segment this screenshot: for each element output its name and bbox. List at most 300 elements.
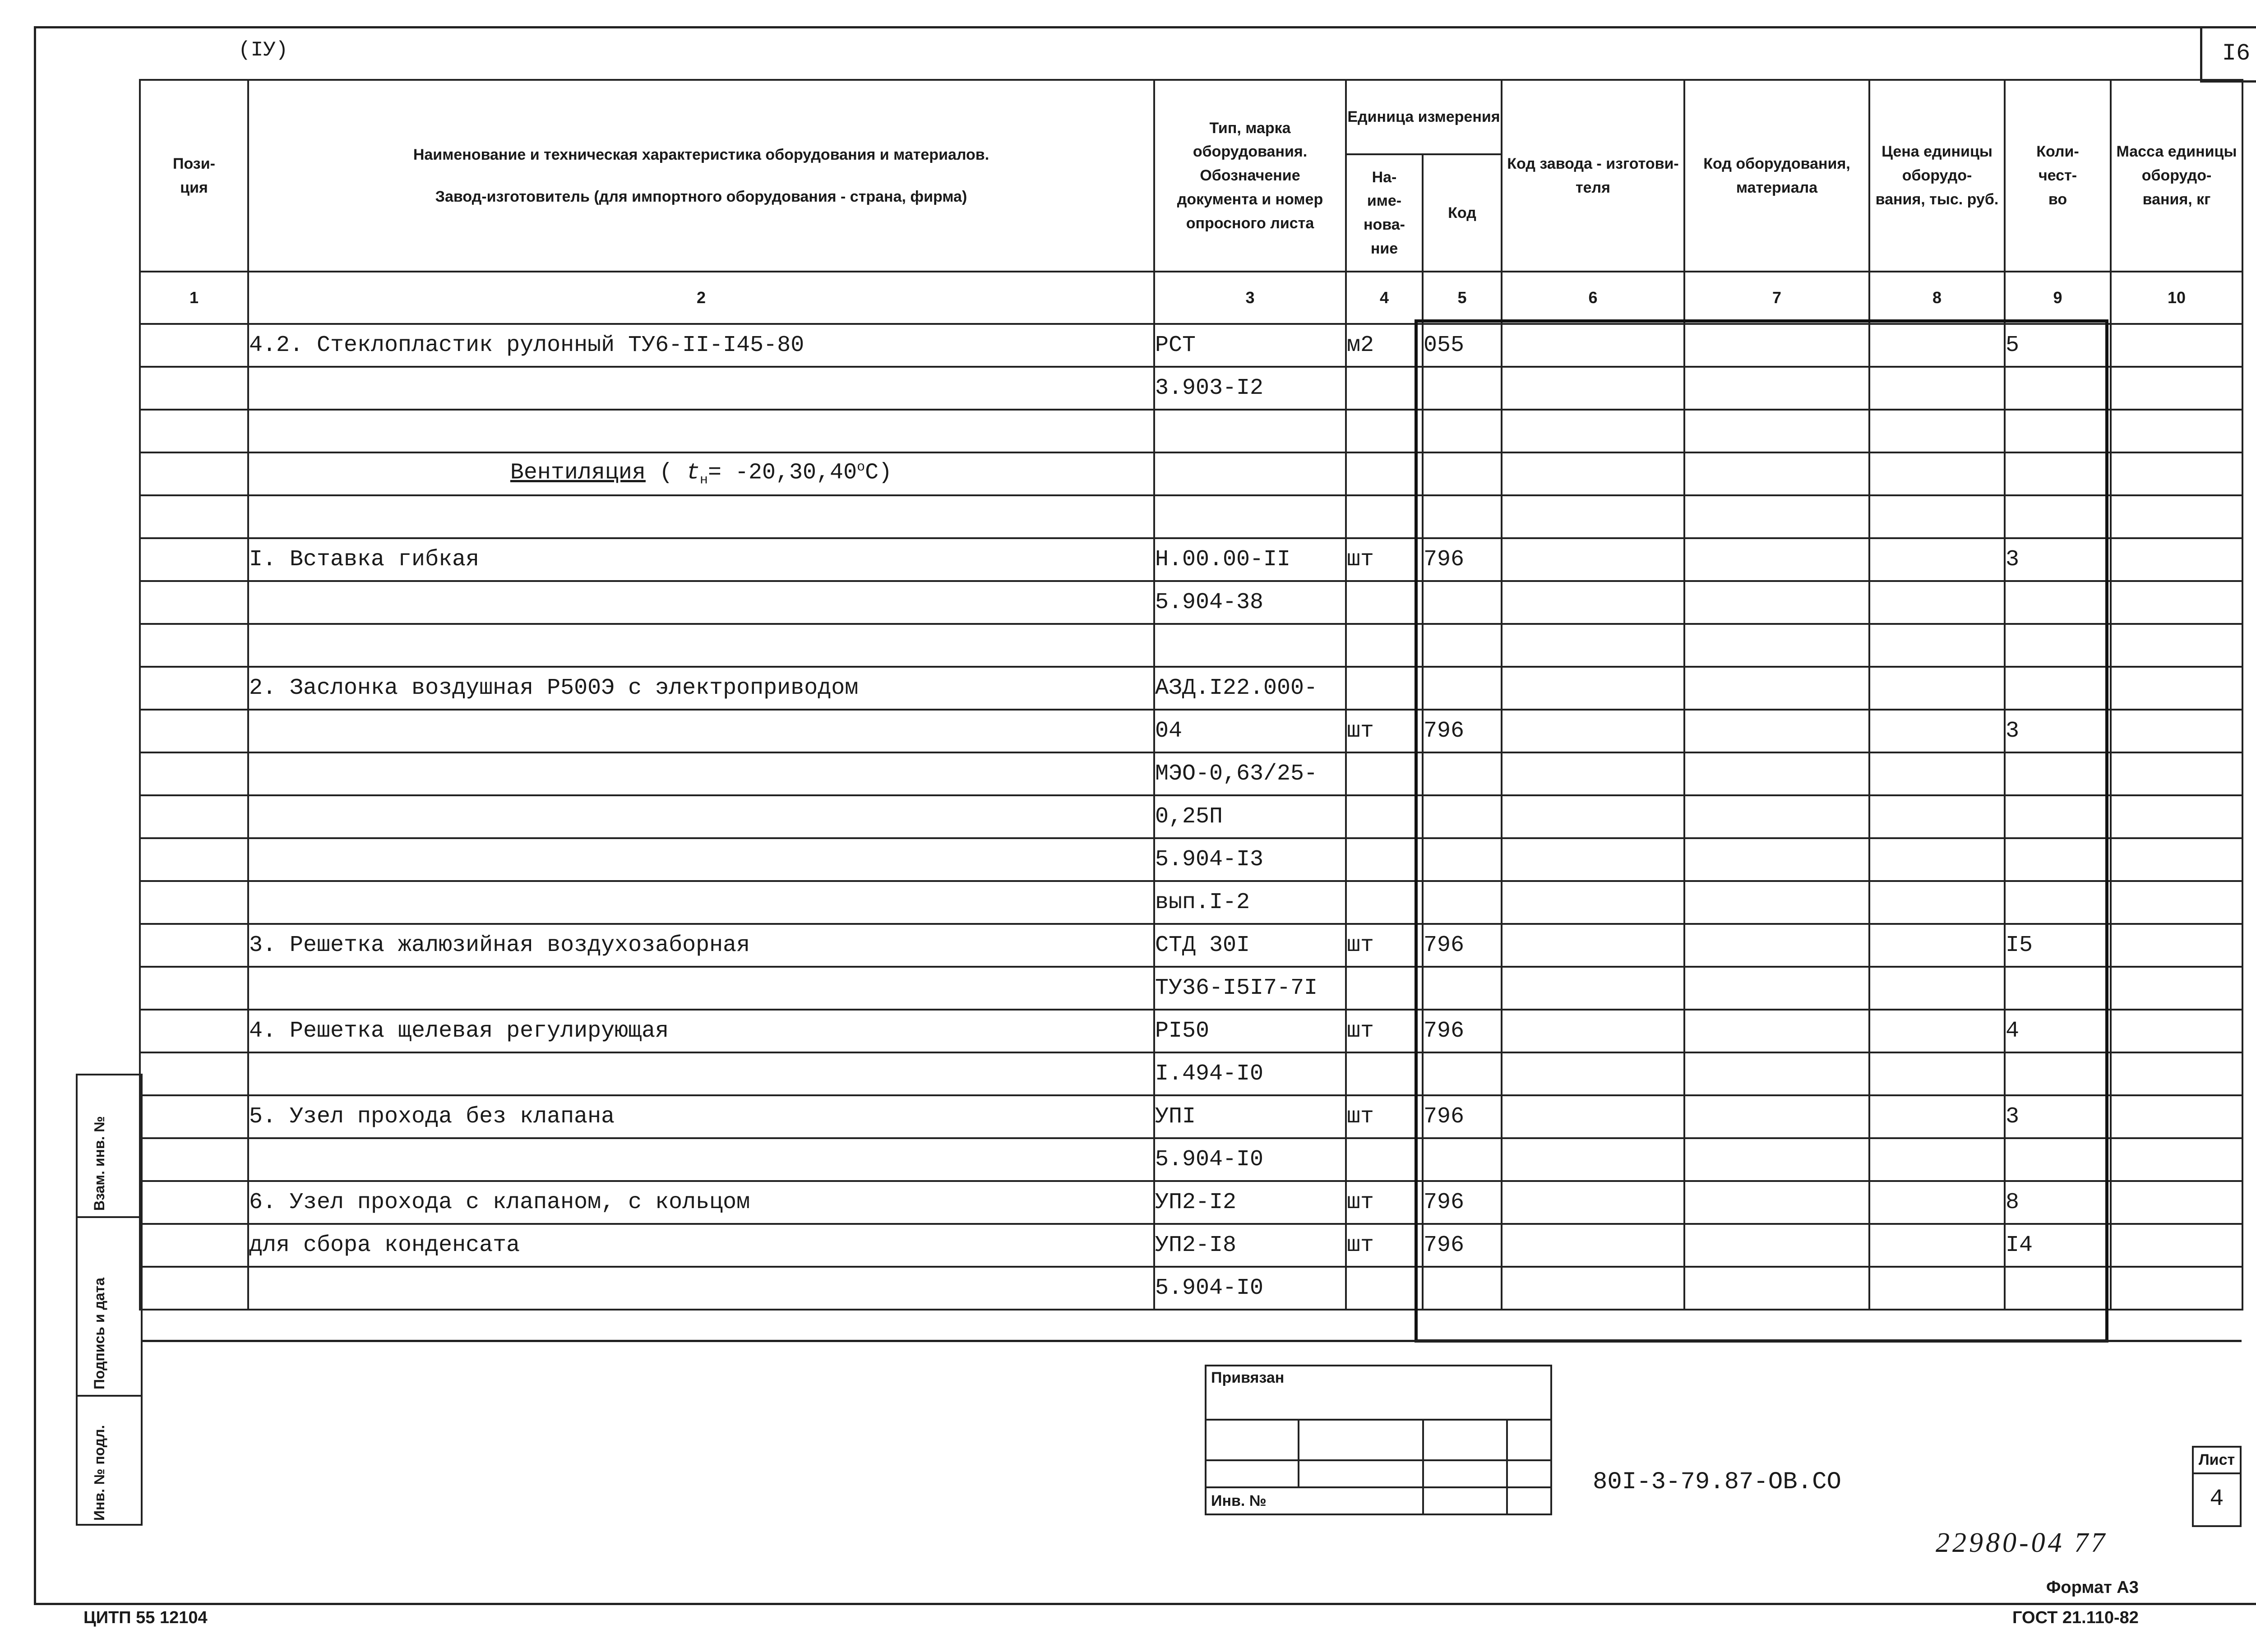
col-header-plant-code: Код завода - изготови- теля	[1502, 80, 1684, 272]
cell-name	[248, 410, 1154, 452]
title-block	[143, 1340, 2242, 1532]
cell-type: РСТ	[1154, 324, 1346, 367]
col-number: 2	[248, 272, 1154, 324]
cell-qty	[2005, 1052, 2111, 1095]
table-cell	[1684, 538, 1869, 581]
sheet-box	[2192, 1446, 2242, 1527]
table-cell	[1502, 1052, 1684, 1095]
inv-no-label: Инв. №	[1206, 1487, 1423, 1514]
privyazan-label: Привязан	[1206, 1366, 1551, 1420]
cell-qty	[2005, 795, 2111, 838]
table-cell	[1684, 1181, 1869, 1224]
cell-unit: шт	[1346, 710, 1423, 752]
cell-code: 796	[1423, 1224, 1502, 1267]
table-row	[140, 1181, 2242, 1224]
table-cell	[2005, 452, 2111, 495]
cell-unit	[1346, 624, 1423, 667]
cell-type: 5.904-I3	[1154, 838, 1346, 881]
table-cell	[1869, 1224, 2005, 1267]
table-row	[140, 538, 2242, 581]
table-cell	[140, 752, 248, 795]
table-cell	[2111, 924, 2242, 967]
table-cell	[1684, 710, 1869, 752]
table-cell	[140, 367, 248, 410]
table-cell	[1502, 538, 1684, 581]
table-cell	[1502, 1095, 1684, 1138]
section-heading-open: (	[659, 460, 673, 486]
table-cell	[1502, 624, 1684, 667]
cell-name	[248, 495, 1154, 538]
cell-name	[248, 367, 1154, 410]
cell-code: 796	[1423, 538, 1502, 581]
table-cell	[1869, 1138, 2005, 1181]
table-cell	[2111, 1267, 2242, 1310]
table-cell	[2111, 624, 2242, 667]
cell-code	[1423, 752, 1502, 795]
cell-type: 04	[1154, 710, 1346, 752]
col-number: 6	[1502, 272, 1684, 324]
cell-qty: 5	[2005, 324, 2111, 367]
table-cell	[1869, 1095, 2005, 1138]
section-heading-word: Вентиляция	[510, 460, 646, 486]
cell-code	[1423, 410, 1502, 452]
table-cell	[2111, 1052, 2242, 1095]
table-cell	[1684, 410, 1869, 452]
cell-type	[1154, 624, 1346, 667]
cell-code: 796	[1423, 924, 1502, 967]
cell-unit	[1346, 1138, 1423, 1181]
degree-mark: o	[857, 460, 865, 475]
col-header-name-line2: Завод-изготовитель (для импортного оборудования - страна, фирма)	[435, 188, 967, 205]
cell-type: СТД 30I	[1154, 924, 1346, 967]
table-cell	[2111, 324, 2242, 367]
table-row	[140, 452, 2242, 495]
cell-name	[248, 1138, 1154, 1181]
table-cell	[2111, 1224, 2242, 1267]
cell-unit: шт	[1346, 1224, 1423, 1267]
table-cell	[1502, 1138, 1684, 1181]
cell-name: 6. Узел прохода с клапаном, с кольцом	[248, 1181, 1154, 1224]
sheet-label: Лист	[2194, 1448, 2240, 1474]
cell-qty	[2005, 667, 2111, 710]
table-cell	[1869, 581, 2005, 624]
col-number: 9	[2005, 272, 2111, 324]
table-cell	[2111, 967, 2242, 1010]
table-cell	[140, 881, 248, 924]
cell-type: 5.904-I0	[1154, 1267, 1346, 1310]
cell-name	[248, 1267, 1154, 1310]
cell-name: I. Вставка гибкая	[248, 538, 1154, 581]
table-cell	[2111, 495, 2242, 538]
temperature-symbol: t	[686, 460, 700, 486]
cell-code	[1423, 967, 1502, 1010]
table-cell	[140, 410, 248, 452]
col-header-mass: Масса единицы оборудо- вания, кг	[2111, 80, 2242, 272]
col-header-unit-name: На- име- нова- ние	[1346, 154, 1423, 272]
table-cell	[140, 795, 248, 838]
table-cell	[1684, 1010, 1869, 1052]
table-cell	[2111, 881, 2242, 924]
col-number: 7	[1684, 272, 1869, 324]
cell-code	[1423, 881, 1502, 924]
cell-name: 2. Заслонка воздушная Р500Э с электроприводом	[248, 667, 1154, 710]
cell-qty: 3	[2005, 538, 2111, 581]
cell-unit	[1346, 967, 1423, 1010]
table-cell	[1684, 1095, 1869, 1138]
col-header-name-line1: Наименование и техническая характеристика оборудования и материалов.	[413, 146, 989, 163]
table-cell	[2111, 1010, 2242, 1052]
table-cell	[1684, 1138, 1869, 1181]
table-cell	[1502, 795, 1684, 838]
footer-left-code: ЦИТП 55 12104	[83, 1608, 208, 1627]
footer-gost: ГОСТ 21.110-82	[2012, 1608, 2139, 1627]
cell-code: 796	[1423, 1095, 1502, 1138]
table-row	[140, 667, 2242, 710]
cell-code: 796	[1423, 1181, 1502, 1224]
stamp-box-vzam	[76, 1074, 143, 1218]
cell-unit	[1346, 581, 1423, 624]
table-row	[140, 1052, 2242, 1095]
table-cell	[1684, 667, 1869, 710]
table-cell	[2111, 838, 2242, 881]
table-cell	[1869, 1181, 2005, 1224]
table-cell	[140, 452, 248, 495]
col-number: 3	[1154, 272, 1346, 324]
cell-name: 4. Решетка щелевая регулирующая	[248, 1010, 1154, 1052]
table-cell	[140, 838, 248, 881]
cell-code	[1423, 367, 1502, 410]
section-heading	[248, 452, 1154, 495]
cell-code	[1423, 795, 1502, 838]
table-cell	[1684, 581, 1869, 624]
cell-name	[248, 710, 1154, 752]
cell-type: 3.903-I2	[1154, 367, 1346, 410]
table-cell	[1869, 324, 2005, 367]
table-cell	[1502, 1224, 1684, 1267]
cell-qty: 3	[2005, 1095, 2111, 1138]
stamp-box-inv-podl	[76, 1395, 143, 1526]
cell-name: для сбора конденсата	[248, 1224, 1154, 1267]
cell-type: АЗД.I22.000-	[1154, 667, 1346, 710]
cell-qty	[2005, 838, 2111, 881]
table-cell	[1869, 1010, 2005, 1052]
table-cell	[1869, 838, 2005, 881]
table-cell	[1684, 624, 1869, 667]
cell-unit	[1346, 881, 1423, 924]
table-cell	[140, 924, 248, 967]
column-number-row	[140, 272, 2242, 324]
cell-name	[248, 881, 1154, 924]
stamp-box-podpis	[76, 1216, 143, 1397]
table-cell	[1684, 795, 1869, 838]
table-cell	[1869, 410, 2005, 452]
table-cell	[140, 967, 248, 1010]
table-cell	[1684, 967, 1869, 1010]
table-cell	[2111, 1181, 2242, 1224]
format-label: Формат А3	[2046, 1578, 2139, 1597]
cell-unit: шт	[1346, 924, 1423, 967]
table-cell	[140, 1138, 248, 1181]
table-cell	[1869, 752, 2005, 795]
table-cell	[1154, 452, 1346, 495]
table-cell	[1502, 495, 1684, 538]
table-cell	[1869, 710, 2005, 752]
cell-name	[248, 624, 1154, 667]
cell-name	[248, 1052, 1154, 1095]
table-cell	[2111, 452, 2242, 495]
stamp-label-inv-podl: Инв. № подл.	[91, 1425, 107, 1521]
table-cell	[1869, 967, 2005, 1010]
table-row	[140, 1010, 2242, 1052]
table-cell	[2111, 1138, 2242, 1181]
cell-type: ТУ36-I5I7-7I	[1154, 967, 1346, 1010]
sheet-value: 4	[2210, 1486, 2224, 1512]
table-cell	[1869, 1267, 2005, 1310]
temperature-subscript: н	[700, 472, 708, 488]
table-cell	[140, 1010, 248, 1052]
col-header-position: Пози- ция	[140, 80, 248, 272]
cell-code	[1423, 581, 1502, 624]
cell-unit	[1346, 752, 1423, 795]
specification-rows	[140, 324, 2242, 1310]
table-row	[140, 1138, 2242, 1181]
cell-unit: шт	[1346, 1095, 1423, 1138]
cell-qty	[2005, 624, 2111, 667]
cell-type: Н.00.00-II	[1154, 538, 1346, 581]
table-cell	[1502, 324, 1684, 367]
table-cell	[140, 538, 248, 581]
table-row	[140, 924, 2242, 967]
cell-qty	[2005, 1138, 2111, 1181]
cell-qty	[2005, 967, 2111, 1010]
table-cell	[140, 581, 248, 624]
cell-unit	[1346, 838, 1423, 881]
privyazan-block	[1205, 1365, 1552, 1532]
cell-type: I.494-I0	[1154, 1052, 1346, 1095]
col-number: 1	[140, 272, 248, 324]
cell-qty	[2005, 495, 2111, 538]
table-cell	[1869, 667, 2005, 710]
cell-code	[1423, 495, 1502, 538]
table-cell	[1502, 881, 1684, 924]
table-cell	[1423, 452, 1502, 495]
cell-unit: шт	[1346, 1181, 1423, 1224]
col-header-type: Тип, марка оборудования. Обозначение документа и номер опросного листа	[1154, 80, 1346, 272]
cell-unit	[1346, 367, 1423, 410]
table-cell	[1502, 667, 1684, 710]
table-cell	[140, 1267, 248, 1310]
table-cell	[1869, 924, 2005, 967]
cell-qty: I4	[2005, 1224, 2111, 1267]
table-row	[140, 967, 2242, 1010]
table-cell	[1869, 452, 2005, 495]
table-cell	[140, 624, 248, 667]
table-cell	[1684, 1224, 1869, 1267]
table-cell	[2111, 538, 2242, 581]
cell-unit	[1346, 667, 1423, 710]
table-cell	[1869, 495, 2005, 538]
table-cell	[1502, 924, 1684, 967]
col-header-quantity: Коли- чест- во	[2005, 80, 2111, 272]
table-cell	[1869, 538, 2005, 581]
col-number: 5	[1423, 272, 1502, 324]
table-row	[140, 752, 2242, 795]
section-heading-close: С)	[865, 460, 892, 486]
table-cell	[140, 324, 248, 367]
table-cell	[1684, 367, 1869, 410]
table-cell	[1869, 624, 2005, 667]
cell-name: 4.2. Стеклопластик рулонный ТУ6-II-I45-80	[248, 324, 1154, 367]
table-cell	[1684, 1052, 1869, 1095]
table-row	[140, 710, 2242, 752]
table-cell	[140, 1224, 248, 1267]
approval-stamp-column	[76, 1074, 143, 1525]
col-header-unit-group: Единица измерения	[1346, 80, 1502, 154]
table-row	[140, 581, 2242, 624]
cell-unit: м2	[1346, 324, 1423, 367]
table-cell	[1502, 581, 1684, 624]
table-cell	[2111, 710, 2242, 752]
cell-qty: I5	[2005, 924, 2111, 967]
cell-code	[1423, 624, 1502, 667]
table-cell	[140, 1181, 248, 1224]
cell-code	[1423, 1267, 1502, 1310]
table-cell	[1684, 752, 1869, 795]
table-cell	[1502, 838, 1684, 881]
cell-unit	[1346, 410, 1423, 452]
col-number: 10	[2111, 272, 2242, 324]
table-cell	[2111, 410, 2242, 452]
cell-name	[248, 795, 1154, 838]
cell-qty	[2005, 1267, 2111, 1310]
cell-name	[248, 581, 1154, 624]
cell-code	[1423, 1138, 1502, 1181]
temperature-values: = -20,30,40	[708, 460, 857, 486]
cell-type	[1154, 495, 1346, 538]
table-cell	[1684, 1267, 1869, 1310]
cell-unit	[1346, 1052, 1423, 1095]
cell-code	[1423, 1052, 1502, 1095]
table-cell	[1502, 410, 1684, 452]
table-cell	[140, 667, 248, 710]
table-cell	[2111, 667, 2242, 710]
cell-type: УПI	[1154, 1095, 1346, 1138]
cell-name	[248, 838, 1154, 881]
table-cell	[2111, 581, 2242, 624]
table-cell	[1502, 1010, 1684, 1052]
table-cell	[2111, 795, 2242, 838]
col-header-price: Цена единицы оборудо- вания, тыс. руб.	[1869, 80, 2005, 272]
cell-type: МЭО-0,63/25-	[1154, 752, 1346, 795]
specification-table	[139, 79, 2243, 1311]
section-mark: (IУ)	[238, 38, 288, 62]
table-cell	[1869, 881, 2005, 924]
cell-unit: шт	[1346, 1010, 1423, 1052]
table-row	[140, 624, 2242, 667]
table-cell	[1502, 367, 1684, 410]
table-cell	[1346, 452, 1423, 495]
table-row	[140, 1095, 2242, 1138]
table-cell	[1684, 881, 1869, 924]
cell-qty	[2005, 410, 2111, 452]
cell-type: 5.904-38	[1154, 581, 1346, 624]
table-row	[140, 324, 2242, 367]
table-cell	[1684, 838, 1869, 881]
cell-name	[248, 967, 1154, 1010]
table-cell	[140, 710, 248, 752]
cell-code: 796	[1423, 1010, 1502, 1052]
table-cell	[1502, 1181, 1684, 1224]
table-cell	[1502, 1267, 1684, 1310]
cell-qty	[2005, 367, 2111, 410]
cell-qty: 4	[2005, 1010, 2111, 1052]
cell-type	[1154, 410, 1346, 452]
table-cell	[2111, 367, 2242, 410]
handwritten-number: 22980-04 77	[1936, 1527, 2108, 1558]
cell-type: 5.904-I0	[1154, 1138, 1346, 1181]
cell-type: РI50	[1154, 1010, 1346, 1052]
sheet-number: I6	[2200, 26, 2256, 83]
table-cell	[140, 1095, 248, 1138]
table-cell	[1869, 367, 2005, 410]
table-cell	[1869, 795, 2005, 838]
col-number: 4	[1346, 272, 1423, 324]
cell-code	[1423, 838, 1502, 881]
table-row	[140, 1267, 2242, 1310]
cell-type: УП2-I2	[1154, 1181, 1346, 1224]
table-cell	[1502, 967, 1684, 1010]
col-header-equipment-code: Код оборудования, материала	[1684, 80, 1869, 272]
cell-code: 796	[1423, 710, 1502, 752]
table-row	[140, 410, 2242, 452]
cell-qty	[2005, 581, 2111, 624]
col-number: 8	[1869, 272, 2005, 324]
cell-unit	[1346, 1267, 1423, 1310]
table-cell	[1502, 710, 1684, 752]
table-row	[140, 795, 2242, 838]
stamp-label-vzam: Взам. инв. №	[91, 1116, 107, 1211]
col-header-unit-code: Код	[1423, 154, 1502, 272]
table-row	[140, 881, 2242, 924]
table-cell	[1869, 1052, 2005, 1095]
table-cell	[1684, 924, 1869, 967]
cell-type: 0,25П	[1154, 795, 1346, 838]
table-row	[140, 838, 2242, 881]
table-row	[140, 495, 2242, 538]
cell-code: 055	[1423, 324, 1502, 367]
cell-qty	[2005, 881, 2111, 924]
table-cell	[2111, 1095, 2242, 1138]
cell-qty	[2005, 752, 2111, 795]
cell-name: 3. Решетка жалюзийная воздухозаборная	[248, 924, 1154, 967]
table-row	[140, 367, 2242, 410]
document-code: 80I-3-79.87-ОВ.СО	[1593, 1468, 1841, 1496]
table-cell	[1502, 452, 1684, 495]
cell-qty: 8	[2005, 1181, 2111, 1224]
cell-unit	[1346, 795, 1423, 838]
table-row	[140, 1224, 2242, 1267]
cell-name: 5. Узел прохода без клапана	[248, 1095, 1154, 1138]
cell-name	[248, 752, 1154, 795]
cell-type: вып.I-2	[1154, 881, 1346, 924]
table-cell	[2111, 752, 2242, 795]
table-cell	[1684, 495, 1869, 538]
table-cell	[140, 495, 248, 538]
stamp-label-podpis: Подпись и дата	[91, 1278, 107, 1389]
table-cell	[1684, 324, 1869, 367]
cell-qty: 3	[2005, 710, 2111, 752]
table-cell	[1502, 752, 1684, 795]
